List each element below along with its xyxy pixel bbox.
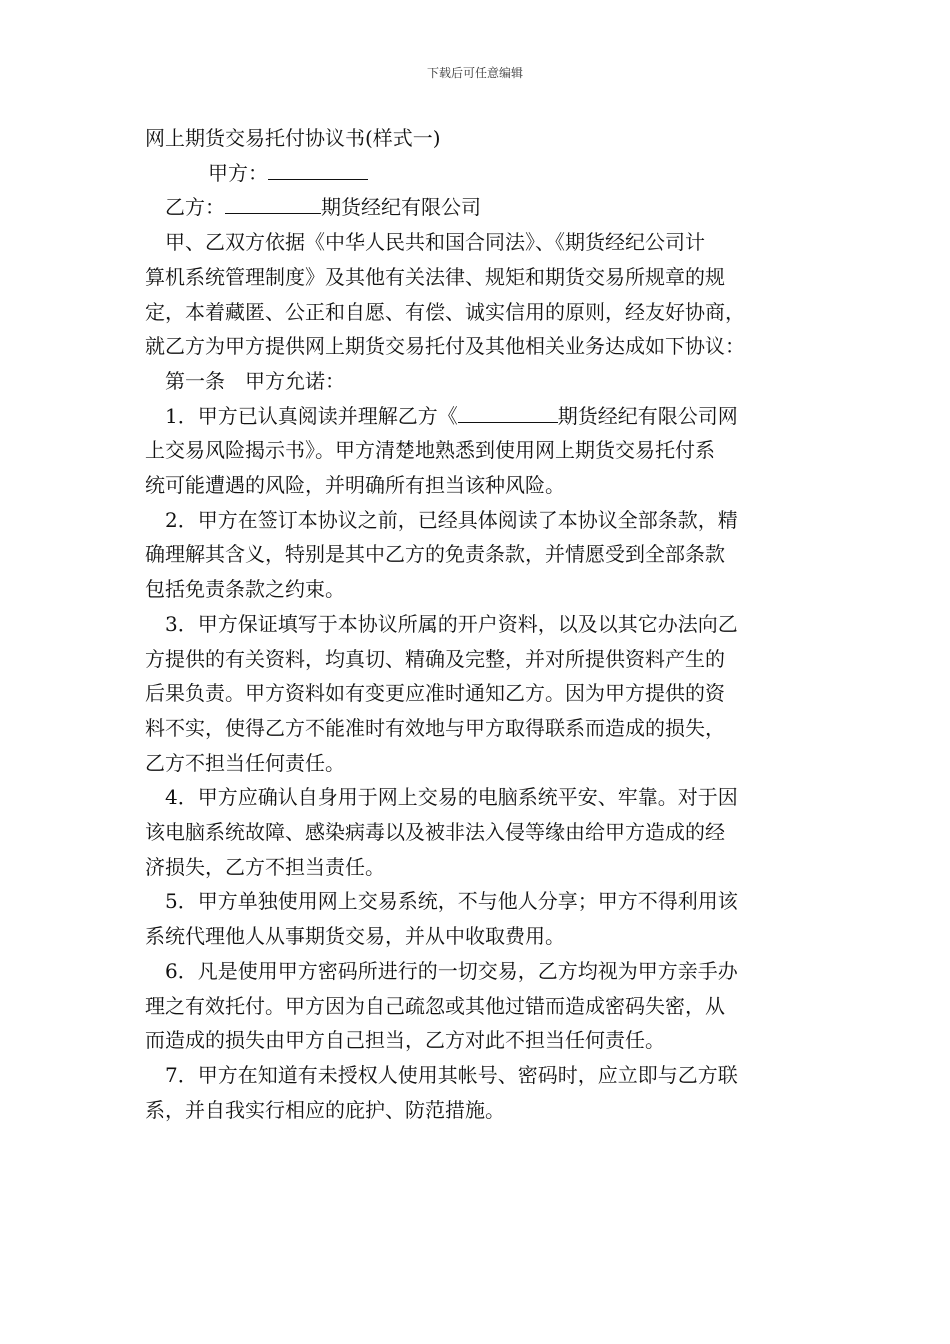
item-2-line: 确理解其含义，特别是其中乙方的免责条款，并情愿受到全部条款 — [145, 542, 725, 567]
item-3-line: 乙方不担当任何责任。 — [145, 750, 345, 775]
item-3-line: 料不实，使得乙方不能准时有效地与甲方取得联系而造成的损失， — [145, 715, 725, 740]
party-a-line — [145, 156, 809, 191]
item-5-line: 系统代理他人从事期货交易，并从中收取费用。 — [145, 924, 565, 949]
party-b-blank — [225, 191, 321, 214]
item-1-line: 上交易风险揭示书》。甲方清楚地熟悉到使用网上期货交易托付系 — [145, 438, 715, 463]
item-2-line: 包括免责条款之约束。 — [145, 577, 345, 602]
item-6-line: 而造成的损失由甲方自己担当，乙方对此不担当任何责任。 — [145, 1028, 665, 1053]
item-1-prefix: 1．甲方已认真阅读并理解乙方《 — [165, 403, 458, 428]
intro-line: 甲、乙双方依据《中华人民共和国合同法》、《期货经纪公司计 — [165, 230, 705, 255]
intro-line: 就乙方为甲方提供网上期货交易托付及其他相关业务达成如下协议： — [145, 334, 745, 359]
item-3-line: 后果负责。甲方资料如有变更应准时通知乙方。因为甲方提供的资 — [145, 681, 725, 706]
item-2-line: 2．甲方在签订本协议之前，已经具体阅读了本协议全部条款，精 — [165, 507, 738, 532]
party-b-line — [145, 190, 809, 225]
header-note: 下载后可任意编辑 — [426, 66, 523, 80]
party-a-label: 甲方： — [208, 160, 268, 185]
document-title: 网上期货交易托付协议书(样式一) — [145, 126, 441, 150]
party-b-label: 乙方： — [165, 195, 225, 220]
item-3-line: 3．甲方保证填写于本协议所属的开户资料，以及以其它办法向乙 — [165, 611, 738, 636]
item-3-line: 方提供的有关资料，均真切、精确及完整，并对所提供资料产生的 — [145, 646, 725, 671]
item-1-suffix: 期货经纪有限公司网 — [557, 403, 738, 428]
article-one-heading: 第一条 甲方允诺： — [165, 368, 345, 393]
item-6-line: 6．凡是使用甲方密码所进行的一切交易，乙方均视为甲方亲手办 — [165, 958, 738, 983]
item-1-line — [145, 399, 809, 434]
item-5-line: 5．甲方单独使用网上交易系统，不与他人分享；甲方不得利用该 — [165, 889, 738, 914]
intro-line: 算机系统管理制度》及其他有关法律、规矩和期货交易所规章的规 — [145, 264, 725, 289]
item-6-line: 理之有效托付。甲方因为自己疏忽或其他过错而造成密码失密，从 — [145, 993, 725, 1018]
item-4-line: 济损失，乙方不担当责任。 — [145, 854, 385, 879]
item-4-line: 4．甲方应确认自身用于网上交易的电脑系统平安、牢靠。对于因 — [165, 785, 738, 810]
party-a-blank — [268, 157, 368, 180]
item-4-line: 该电脑系统故障、感染病毒以及被非法入侵等缘由给甲方造成的经 — [145, 820, 725, 845]
party-b-suffix: 期货经纪有限公司 — [321, 195, 481, 220]
agreement-body — [145, 121, 809, 1127]
item-7-line: 7．甲方在知道有未授权人使用其帐号、密码时，应立即与乙方联 — [165, 1062, 738, 1087]
intro-line: 定，本着藏匿、公正和自愿、有偿、诚实信用的原则，经友好协商， — [145, 299, 745, 324]
item-1-line: 统可能遭遇的风险，并明确所有担当该种风险。 — [145, 473, 565, 498]
item-7-line: 系，并自我实行相应的庇护、防范措施。 — [145, 1097, 505, 1122]
item-1-blank — [458, 400, 558, 423]
